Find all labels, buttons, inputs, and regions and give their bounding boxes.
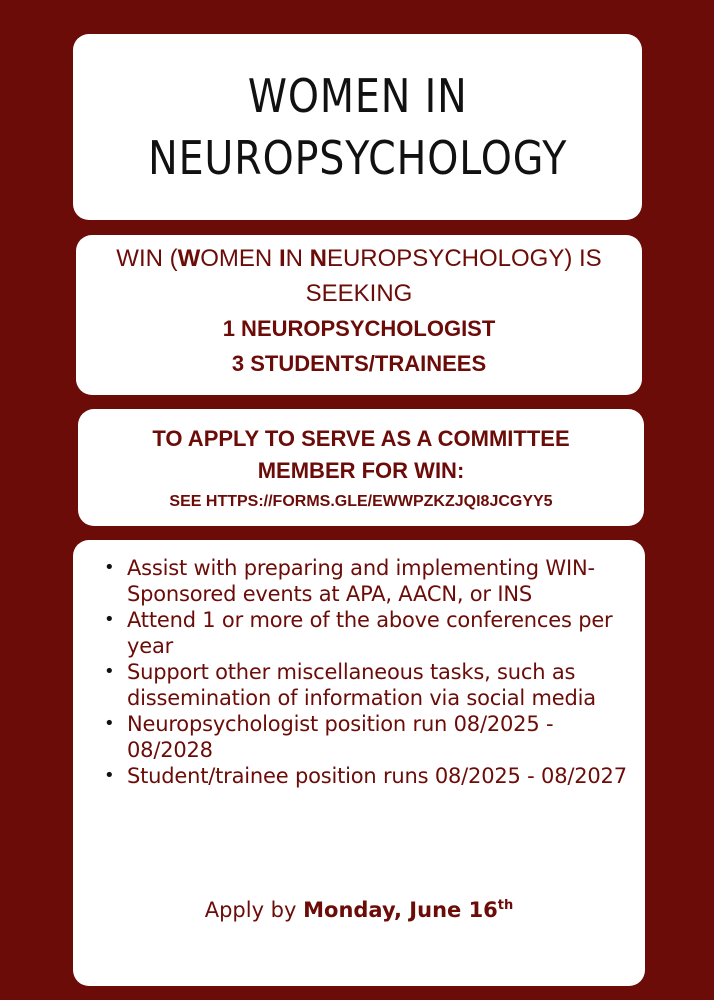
title-card: [73, 34, 642, 220]
details-card: [73, 540, 645, 986]
seeking-heading-line-1: WIN (WOMEN IN NEUROPSYCHOLOGY) IS: [116, 245, 602, 272]
title-line-1: WOMEN IN: [247, 69, 468, 123]
apply-form-link[interactable]: SEE HTTPS://FORMS.GLE/EWWPZKZJQI8JCGYY5: [169, 493, 553, 510]
list-item: • Attend 1 or more of the above conferences per year: [104, 608, 613, 658]
title-line-2: NEUROPSYCHOLOGY: [147, 131, 568, 185]
list-item: • Student/trainee position runs 08/2025 - 08/2027: [104, 764, 627, 788]
apply-card: [78, 409, 644, 526]
list-item: • Assist with preparing and implementing WIN-Sponsored events at APA, AACN, or INS: [104, 556, 595, 606]
apply-heading-line-2: MEMBER FOR WIN:: [257, 458, 465, 483]
seeking-heading-line-2: SEEKING: [305, 280, 413, 307]
list-item: • Neuropsychologist position run 08/2025 - 08/2028: [104, 712, 554, 762]
bullet-icon: •: [104, 713, 115, 734]
list-item: • Support other miscellaneous tasks, such as dissemination of information via social media: [104, 660, 596, 710]
seeking-card: [76, 235, 642, 395]
bullet-icon: •: [104, 557, 115, 578]
bullet-icon: •: [104, 765, 115, 786]
seeking-neuropsychologist: 1 NEUROPSYCHOLOGIST: [222, 316, 496, 341]
responsibilities-list: [73, 540, 645, 789]
apply-heading-line-1: TO APPLY TO SERVE AS A COMMITTEE: [152, 426, 570, 451]
bullet-icon: •: [104, 609, 115, 630]
apply-deadline: Apply by Monday, June 16th: [204, 898, 514, 922]
seeking-students: 3 STUDENTS/TRAINEES: [231, 351, 487, 376]
bullet-icon: •: [104, 661, 115, 682]
